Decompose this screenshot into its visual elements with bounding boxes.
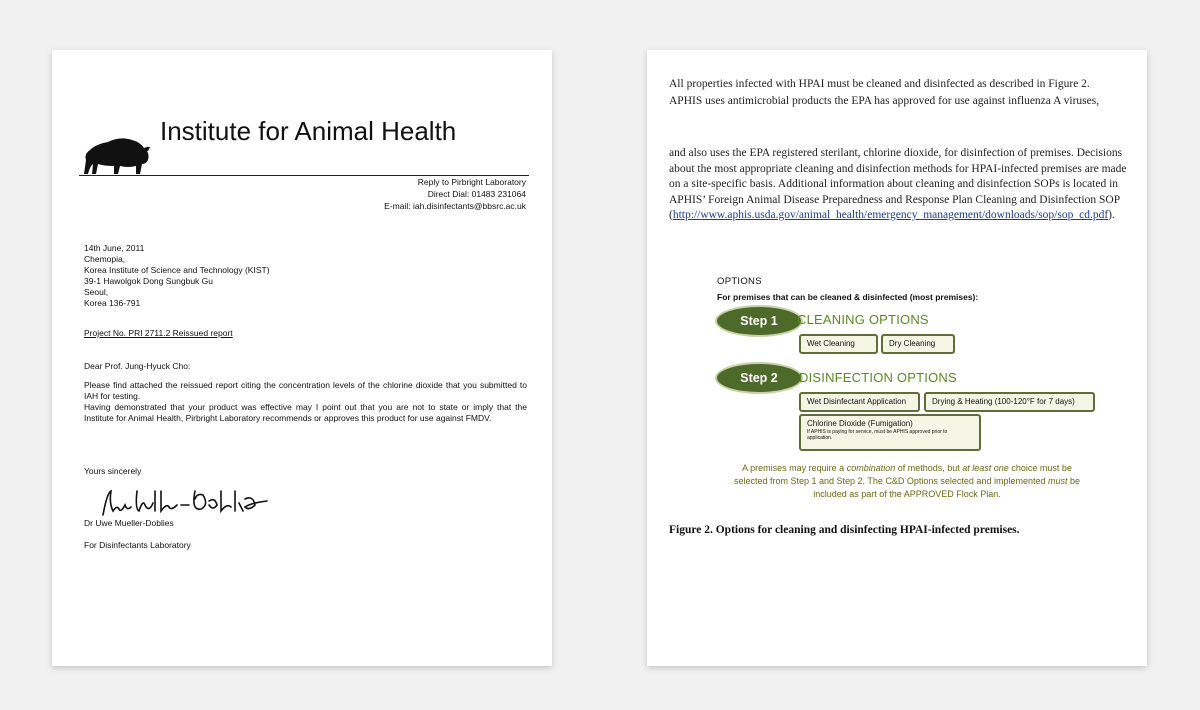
institute-title: Institute for Animal Health: [160, 116, 457, 146]
cleaning-options-heading: CLEANING OPTIONS: [797, 312, 929, 327]
sop-link[interactable]: http://www.aphis.usda.gov/animal_health/emergency_management/downloads/sop/sop_cd.pdf: [672, 209, 1109, 221]
letter-page: [52, 50, 552, 666]
intro-line: All properties infected with HPAI must be cleaned and disinfected as described in Figure 2.: [669, 78, 1090, 90]
note-emphasis: at least one: [962, 463, 1009, 473]
note-text: of methods, but: [895, 463, 963, 473]
project-reference: Project No. PRI 2711.2 Reissued report: [84, 328, 233, 338]
address-line: 39-1 Hawolgok Dong Sungbuk Gu: [84, 276, 213, 286]
step2-badge: Step 2: [715, 362, 803, 394]
reply-block: [384, 176, 526, 212]
body-paragraph: [669, 146, 1139, 224]
salutation: Dear Prof. Jung-Hyuck Cho:: [84, 361, 191, 371]
reply-line: Direct Dial: 01483 231064: [427, 189, 526, 199]
figure-caption: Figure 2. Options for cleaning and disinfecting HPAI-infected premises.: [669, 524, 1020, 536]
letter-paragraph: Please find attached the reissued report citing the concentration levels of the chlorine dioxide that you submitted to IAH for testing.: [84, 380, 527, 401]
closing: Yours sincerely: [84, 466, 142, 476]
note-text: choice must be: [1008, 463, 1072, 473]
note-text: A premises may require a: [742, 463, 847, 473]
step1-badge: Step 1: [715, 305, 803, 337]
link-close-paren: ).: [1108, 209, 1115, 221]
intro-text: [669, 76, 1139, 110]
wet-disinfectant-option: Wet Disinfectant Application: [799, 392, 920, 412]
address-line: Seoul,: [84, 287, 109, 297]
bison-logo-icon: [80, 130, 152, 178]
note-emphasis: must: [1047, 476, 1068, 486]
date-line: 14th June, 2011: [84, 243, 145, 253]
reply-line: Reply to Pirbright Laboratory: [417, 177, 526, 187]
department: For Disinfectants Laboratory: [84, 540, 191, 550]
address-line: Korea Institute of Science and Technology (KIST): [84, 265, 270, 275]
wet-cleaning-option: Wet Cleaning: [799, 334, 878, 354]
note-text: selected from Step 1 and Step 2. The C&D Options selected and implemented: [733, 476, 1048, 486]
chlorine-note: If APHIS is paying for service, must be APHIS approved prior to application.: [807, 429, 948, 441]
note-text: be: [1067, 476, 1081, 486]
reply-line: E-mail: iah.disinfectants@bbsrc.ac.uk: [384, 201, 526, 211]
combination-note: [717, 462, 1097, 501]
address-line: Korea 136-791: [84, 298, 141, 308]
note-text: included as part of the APPROVED Flock Plan.: [813, 489, 1001, 499]
letter-paragraph: Having demonstrated that your product was effective may I point out that you are not to state or imply that the Institute for Animal Health, Pirbright Laboratory recommends or approves this product for use against FMDV.: [84, 402, 527, 423]
address-block: [84, 243, 270, 309]
dry-cleaning-option: Dry Cleaning: [881, 334, 955, 354]
document-page: [647, 50, 1147, 666]
disinfection-options-heading: DISINFECTION OPTIONS: [799, 370, 957, 385]
chlorine-dioxide-option: [799, 414, 981, 451]
note-emphasis: combination: [846, 463, 896, 473]
options-title: OPTIONS: [717, 276, 762, 287]
chlorine-title: Chlorine Dioxide (Fumigation): [807, 419, 913, 428]
paragraph-text: and also uses the EPA registered sterilant, chlorine dioxide, for disinfection of premises. Decisions about the most appropriate cleaning and disinfection methods for HPAI-infected premises are made on a site-specific basis. Additional information about cleaning and disinfection SOPs is located in APHIS’ Foreign Animal Disease Preparedness and Response Plan Cleaning and Disinfection SOP: [669, 147, 1127, 206]
link-open-paren: (: [669, 209, 673, 221]
intro-line: APHIS uses antimicrobial products the EPA has approved for use against influenza A viruses,: [669, 95, 1100, 107]
edge-fade: [1107, 70, 1147, 110]
options-subtitle: For premises that can be cleaned & disinfected (most premises):: [717, 292, 979, 302]
drying-heating-option: Drying & Heating (100-120°F for 7 days): [924, 392, 1095, 412]
address-line: Chemopia,: [84, 254, 126, 264]
signatory-name: Dr Uwe Mueller-Doblies: [84, 518, 174, 528]
